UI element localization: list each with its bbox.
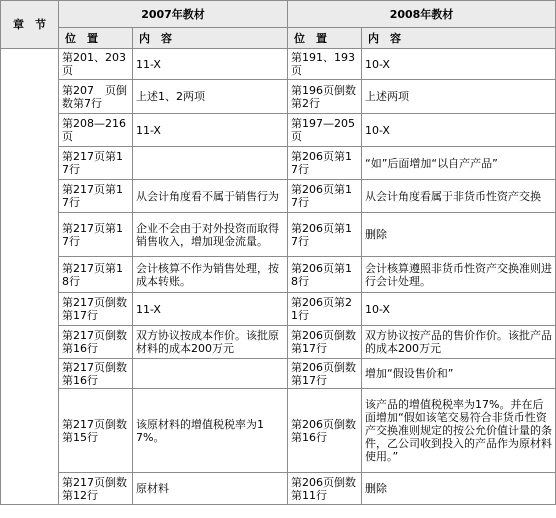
content-2007: 会计核算不作为销售处理，按成本转账。	[133, 257, 288, 293]
content-2008: 10-X	[362, 49, 556, 80]
chapter-cell	[1, 49, 59, 505]
content-2007: 上述1、2两项	[133, 80, 288, 114]
table-row	[1, 49, 556, 80]
content-2008: 该产品的增值税税率为17%。并在后面增加“假如该笔交易符合非货币性资产交换准则规定的按公允价值计量的条件，乙公司收到投入的产品作为原材料使用。”	[362, 389, 556, 473]
content-2007: 11-X	[133, 114, 288, 147]
position-2008-header: 位 置	[288, 28, 362, 49]
table-row	[1, 257, 556, 293]
content-2008: 10-X	[362, 114, 556, 147]
position-2007: 第217页倒数第15行	[59, 389, 133, 473]
content-2008: “如”后面增加“以自产产品”	[362, 147, 556, 180]
edition-2007-header: 2007年教材	[59, 1, 288, 28]
position-2008: 第206页第17行	[288, 147, 362, 180]
content-2008: 增加“假设售价和”	[362, 359, 556, 389]
position-2008: 第197—205页	[288, 114, 362, 147]
position-2007: 第217页倒数第16行	[59, 359, 133, 389]
position-2007-header: 位 置	[59, 28, 133, 49]
chapter-header: 章 节	[1, 1, 59, 49]
position-2008: 第206页倒数第17行	[288, 359, 362, 389]
content-2008: 删除	[362, 213, 556, 257]
content-2007: 该原材料的增值税税率为17%。	[133, 389, 288, 473]
content-2007: 原材料	[133, 473, 288, 505]
position-2007: 第208—216页	[59, 114, 133, 147]
content-2007	[133, 147, 288, 180]
position-2007: 第217页第17行	[59, 180, 133, 213]
content-2007: 11-X	[133, 293, 288, 326]
content-2007: 企业不会由于对外投资而取得销售收入，增加现金流量。	[133, 213, 288, 257]
position-2007: 第217页第18行	[59, 257, 133, 293]
position-2007: 第217页倒数第16行	[59, 326, 133, 359]
table-row	[1, 359, 556, 389]
subheader-row	[1, 28, 556, 49]
table-row	[1, 473, 556, 505]
position-2007: 第217页第17行	[59, 147, 133, 180]
table-row	[1, 147, 556, 180]
table-row	[1, 114, 556, 147]
content-2008: 删除	[362, 473, 556, 505]
content-2007: 从会计角度看不属于销售行为	[133, 180, 288, 213]
content-2008: 双方协议按产品的售价作价。该批产品的成本200万元	[362, 326, 556, 359]
content-2008: 10-X	[362, 293, 556, 326]
position-2007: 第217页第17行	[59, 213, 133, 257]
position-2007: 第217页倒数第17行	[59, 293, 133, 326]
content-2008-header: 内 容	[362, 28, 556, 49]
header-row	[1, 1, 556, 28]
position-2008: 第206页倒数第16行	[288, 389, 362, 473]
content-2007: 11-X	[133, 49, 288, 80]
position-2007: 第217页倒数第12行	[59, 473, 133, 505]
table-row	[1, 389, 556, 473]
position-2007: 第207 页倒数第7行	[59, 80, 133, 114]
table-row	[1, 213, 556, 257]
table-row	[1, 80, 556, 114]
position-2008: 第206页倒数第11行	[288, 473, 362, 505]
position-2008: 第196页倒数第2行	[288, 80, 362, 114]
content-2007: 双方协议按成本作价。该批原材料的成本200万元	[133, 326, 288, 359]
position-2008: 第206页第17行	[288, 180, 362, 213]
position-2008: 第191、193页	[288, 49, 362, 80]
position-2008: 第206页第18行	[288, 257, 362, 293]
content-2008: 会计核算遵照非货币性资产交换准则进行会计处理。	[362, 257, 556, 293]
position-2008: 第206页第17行	[288, 213, 362, 257]
content-2007	[133, 359, 288, 389]
edition-2008-header: 2008年教材	[288, 1, 556, 28]
table-row	[1, 326, 556, 359]
position-2007: 第201、203页	[59, 49, 133, 80]
content-2007-header: 内 容	[133, 28, 288, 49]
content-2008: 上述两项	[362, 80, 556, 114]
table-row	[1, 293, 556, 326]
position-2008: 第206页倒数第17行	[288, 326, 362, 359]
table-row	[1, 180, 556, 213]
content-2008: 从会计角度看属于非货币性资产交换	[362, 180, 556, 213]
position-2008: 第206页第21行	[288, 293, 362, 326]
